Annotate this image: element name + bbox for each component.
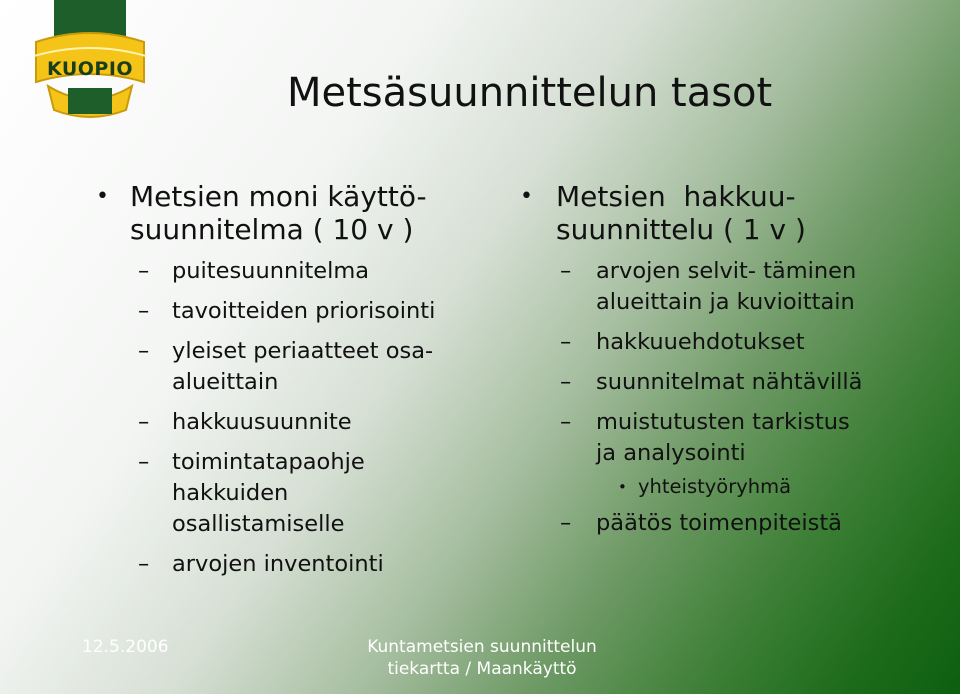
dash-icon: – bbox=[560, 510, 572, 536]
right-item-text: muistutusten tarkistus ja analysointi bbox=[596, 409, 850, 466]
left-item bbox=[92, 447, 492, 540]
right-heading: Metsien hakkuu- suunnittelu ( 1 v ) bbox=[556, 180, 806, 246]
dash-icon: – bbox=[560, 258, 572, 284]
dash-icon: – bbox=[560, 409, 572, 435]
left-item-text: hakkuusuunnite bbox=[172, 409, 352, 435]
footer-text: Kuntametsien suunnittelun tiekartta / Maankäyttö bbox=[367, 637, 597, 679]
left-item bbox=[92, 336, 492, 398]
left-item bbox=[92, 407, 492, 438]
dash-icon: – bbox=[560, 329, 572, 355]
right-heading-item bbox=[516, 180, 936, 246]
dash-icon: – bbox=[138, 449, 150, 475]
right-item-text: hakkuuehdotukset bbox=[596, 329, 805, 355]
left-item-text: tavoitteiden priorisointi bbox=[172, 298, 436, 324]
dash-icon: – bbox=[138, 551, 150, 577]
right-item bbox=[516, 407, 936, 469]
dash-icon: – bbox=[560, 369, 572, 395]
dash-icon: – bbox=[138, 338, 150, 364]
bullet-icon: • bbox=[618, 478, 627, 496]
left-heading-item bbox=[92, 180, 492, 246]
right-subitem bbox=[516, 474, 936, 500]
bullet-icon: • bbox=[520, 184, 533, 209]
footer-date: 12.5.2006 bbox=[82, 637, 169, 657]
left-item-text: toimintatapaohje hakkuiden osallistamiselle bbox=[172, 449, 365, 537]
slide-title: Metsäsuunnittelun tasot bbox=[287, 70, 773, 116]
dash-icon: – bbox=[138, 409, 150, 435]
right-column bbox=[516, 180, 936, 548]
left-column bbox=[92, 180, 492, 589]
left-heading: Metsien moni käyttö- suunnitelma ( 10 v ) bbox=[130, 180, 427, 246]
dash-icon: – bbox=[138, 258, 150, 284]
left-item bbox=[92, 296, 492, 327]
left-item-text: yleiset periaatteet osa- alueittain bbox=[172, 338, 434, 395]
left-item-text: puitesuunnitelma bbox=[172, 258, 370, 284]
right-item-text: arvojen selvit- täminen alueittain ja kuvioittain bbox=[596, 258, 857, 315]
dash-icon: – bbox=[138, 298, 150, 324]
right-item-text: suunnitelmat nähtävillä bbox=[596, 369, 863, 395]
right-item-text: päätös toimenpiteistä bbox=[596, 510, 842, 536]
bullet-icon: • bbox=[96, 184, 109, 209]
right-subitem-text: yhteistyöryhmä bbox=[638, 475, 792, 498]
left-item-text: arvojen inventointi bbox=[172, 551, 384, 577]
right-item bbox=[516, 327, 936, 358]
right-item bbox=[516, 256, 936, 318]
logo-text: KUOPIO bbox=[46, 58, 134, 80]
kuopio-logo bbox=[28, 0, 152, 122]
left-item bbox=[92, 549, 492, 580]
right-item bbox=[516, 508, 936, 539]
left-item bbox=[92, 256, 492, 287]
right-item bbox=[516, 367, 936, 398]
